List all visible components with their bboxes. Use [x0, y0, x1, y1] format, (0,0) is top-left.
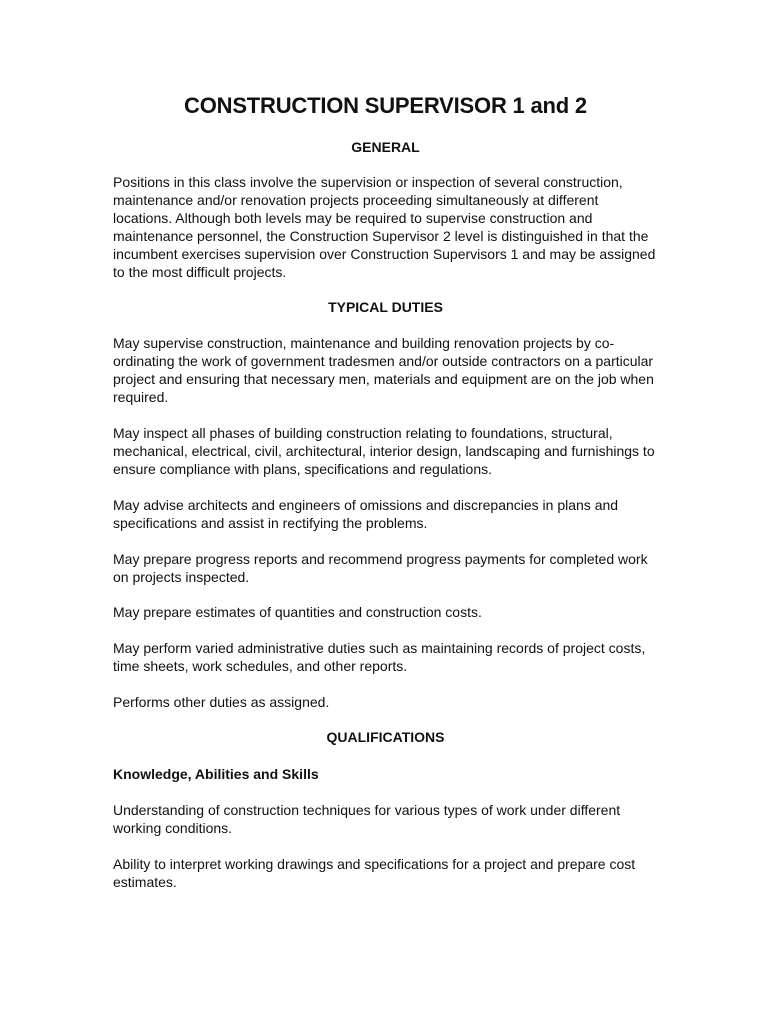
duty-paragraph-estimates: May prepare estimates of quantities and construction costs. — [113, 604, 482, 620]
duty-paragraph-advise: May advise architects and engineers of omissions and discrepancies in plans and specifications and assist in rectifying the problems. — [113, 497, 619, 531]
section-heading-typical-duties: TYPICAL DUTIES — [328, 299, 443, 315]
qualification-paragraph-ability: Ability to interpret working drawings and specifications for a project and prepare cost estimates. — [113, 856, 636, 890]
duty-paragraph-inspect: May inspect all phases of building construction relating to foundations, structural, mechanical, electrical, civil, architectural, interior design, landscaping and furnishings to ensure compliance with plans, specifications and regulations. — [113, 425, 655, 477]
duty-paragraph-other: Performs other duties as assigned. — [113, 694, 330, 710]
duty-paragraph-administrative: May perform varied administrative duties such as maintaining records of project costs, time sheets, work schedules, and other reports. — [113, 640, 646, 674]
section-heading-qualifications: QUALIFICATIONS — [326, 729, 445, 745]
duty-paragraph-progress-reports: May prepare progress reports and recommend progress payments for completed work on projects inspected. — [113, 551, 648, 585]
section-heading-general: GENERAL — [351, 139, 420, 155]
general-paragraph: Positions in this class involve the supervision or inspection of several construction, maintenance and/or renovation projects proceeding simultaneously at different locations. Although both levels may be required to supervise construction and maintenance personnel, the Construction Supervisor 2 level is distinguished in that the incumbent exercises supervision over Construction Supervisors 1 and may be assigned to the most difficult projects. — [113, 174, 656, 280]
document-title: CONSTRUCTION SUPERVISOR 1 and 2 — [184, 93, 587, 118]
qualification-paragraph-understanding: Understanding of construction techniques for various types of work under different working conditions. — [113, 802, 621, 836]
duty-paragraph-supervise: May supervise construction, maintenance and building renovation projects by co-ordinating the work of government tradesmen and/or outside contractors on a particular project and ensuring that necessary men, materials and equipment are on the job when required. — [113, 335, 654, 405]
qualifications-subheading: Knowledge, Abilities and Skills — [113, 766, 319, 782]
